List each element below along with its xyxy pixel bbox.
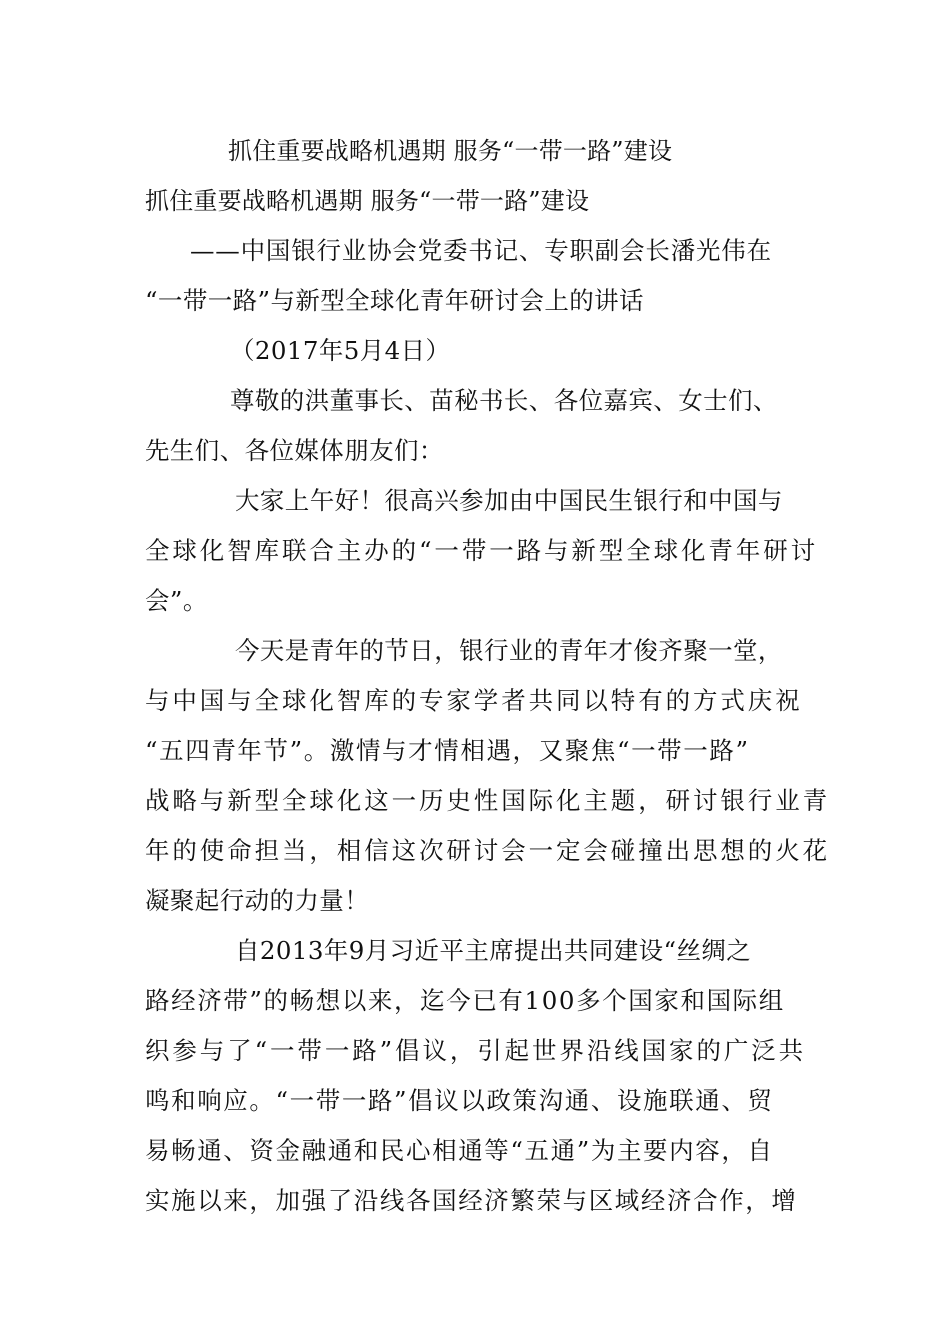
body-line: 与中国与全球化智库的专家学者共同以特有的方式庆祝: [145, 686, 803, 715]
body-line: “五四青年节”。激情与才情相遇，又聚焦“一带一路”: [145, 736, 750, 765]
body-line: 凝聚起行动的力量！: [145, 886, 370, 915]
body-line: 会”。: [145, 586, 208, 615]
body-line: 尊敬的洪董事长、苗秘书长、各位嘉宾、女士们、: [230, 386, 778, 415]
document-heading: 抓住重要战略机遇期 服务“一带一路”建设: [228, 137, 673, 165]
body-line: 今天是青年的节日，银行业的青年才俊齐聚一堂，: [235, 636, 783, 665]
body-line: 年的使命担当，相信这次研讨会一定会碰撞出思想的火花: [145, 836, 830, 865]
body-line: 实施以来，加强了沿线各国经济繁荣与区域经济合作，增: [145, 1186, 798, 1215]
body-line: 织参与了“一带一路”倡议，引起世界沿线国家的广泛共: [145, 1036, 807, 1065]
document-subtitle-line-1: ——中国银行业协会党委书记、专职副会长潘光伟在: [190, 236, 772, 265]
body-line: 路经济带”的畅想以来，迄今已有100多个国家和国际组: [145, 986, 785, 1015]
document-subtitle-line-2: “一带一路”与新型全球化青年研讨会上的讲话: [145, 286, 644, 315]
body-line: 鸣和响应。“一带一路”倡议以政策沟通、设施联通、贸: [145, 1086, 774, 1115]
document-title: 抓住重要战略机遇期 服务“一带一路”建设: [145, 187, 590, 215]
body-line: 自2013年9月习近平主席提出共同建设“丝绸之: [235, 936, 752, 965]
body-line: 战略与新型全球化这一历史性国际化主题，研讨银行业青: [145, 786, 830, 815]
body-line: 大家上午好！很高兴参加由中国民生银行和中国与: [235, 486, 783, 515]
speech-date: （2017年5月4日）: [230, 336, 451, 365]
body-line: 易畅通、资金融通和民心相通等“五通”为主要内容，自: [145, 1136, 774, 1165]
body-line: 全球化智库联合主办的“一带一路与新型全球化青年研讨: [145, 536, 819, 565]
body-line: 先生们、各位媒体朋友们：: [145, 436, 444, 465]
